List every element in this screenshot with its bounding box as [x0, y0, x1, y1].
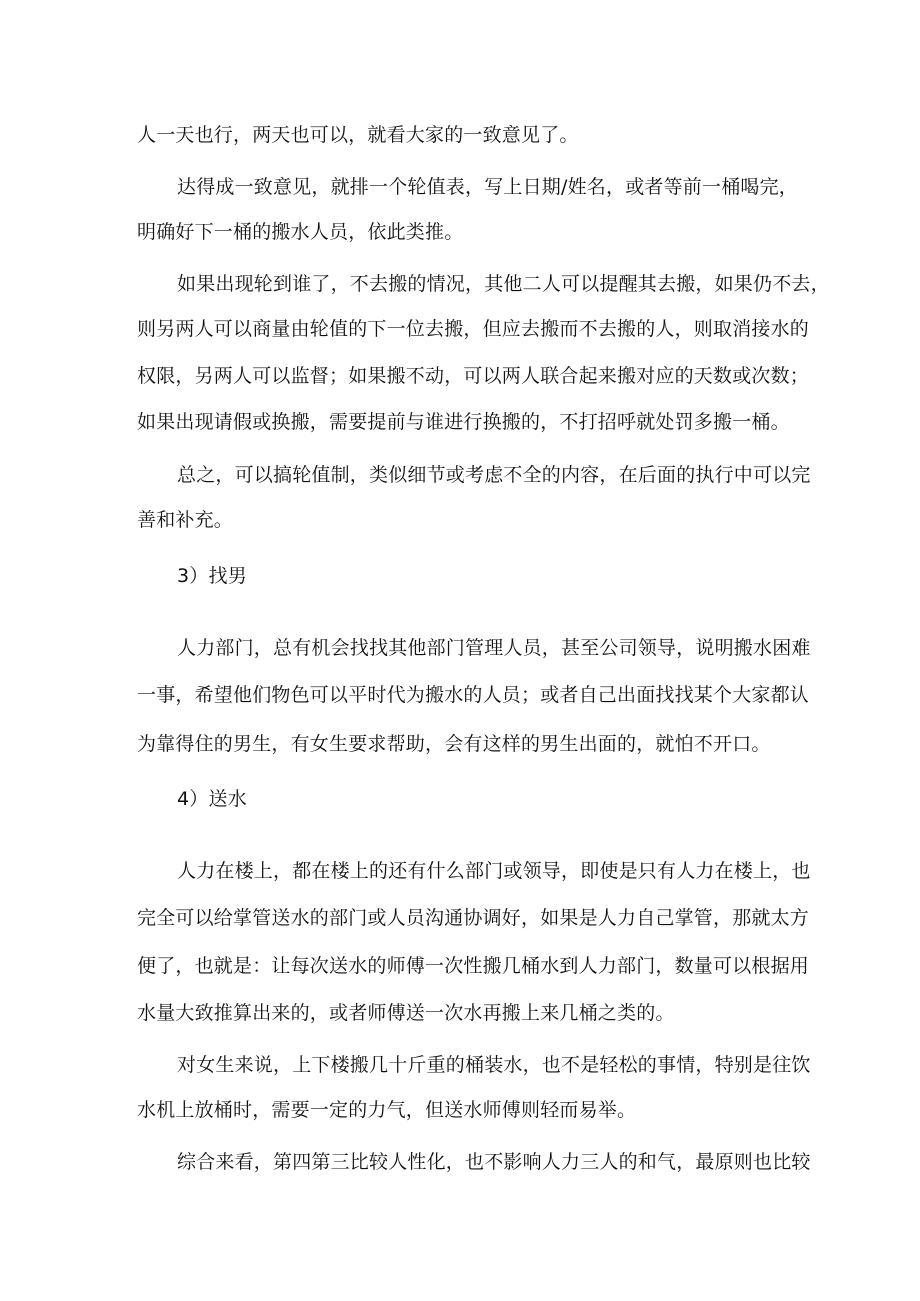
paragraph-line: 水机上放桶时，需要一定的力气，但送水师傅则轻而易举。 — [137, 1099, 637, 1121]
paragraph-line: 则另两人可以商量由轮值的下一位去搬，但应去搬而不去搬的人，则取消接水的 — [137, 318, 810, 340]
paragraph-line: 总之，可以搞轮值制，类似细节或考虑不全的内容，在后面的执行中可以完 — [177, 464, 811, 486]
paragraph-line: 一事，希望他们物色可以平时代为搬水的人员；或者自己出面找找某个大家都认 — [137, 684, 810, 706]
paragraph-line: 综合来看，第四第三比较人性化，也不影响人力三人的和气，最原则也比较 — [177, 1151, 811, 1173]
paragraph-line: 明确好下一桶的搬水人员，依此类推。 — [137, 221, 464, 243]
paragraph-line: 善和补充。 — [137, 509, 234, 531]
paragraph-line: 完全可以给掌管送水的部门或人员沟通协调好，如果是人力自己掌管，那就太方 — [137, 907, 810, 929]
paragraph-line: 如果出现轮到谁了，不去搬的情况，其他二人可以提醒其去搬，如果仍不去， — [177, 273, 830, 295]
paragraph-line: 如果出现请假或换搬，需要提前与谁进行换搬的，不打招呼就处罚多搬一桶。 — [137, 411, 790, 433]
section-heading: 4）送水 — [177, 788, 247, 810]
paragraph-line: 人一天也行，两天也可以，就看大家的一致意见了。 — [137, 124, 579, 146]
paragraph-line: 达得成一致意见，就排一个轮值表，写上日期/姓名，或者等前一桶喝完， — [177, 176, 799, 198]
paragraph-line: 为靠得住的男生，有女生要求帮助，会有这样的男生出面的，就怕不开口。 — [137, 733, 771, 755]
paragraph-line: 便了，也就是：让每次送水的师傅一次性搬几桶水到人力部门，数量可以根据用 — [137, 955, 810, 977]
paragraph-line: 对女生来说，上下楼搬几十斤重的桶装水，也不是轻松的事情，特别是往饮 — [177, 1054, 811, 1076]
paragraph-line: 水量大致推算出来的，或者师傅送一次水再搬上来几桶之类的。 — [137, 1002, 675, 1024]
paragraph-line: 人力在楼上，都在楼上的还有什么部门或领导，即使是只有人力在楼上，也 — [177, 860, 811, 882]
paragraph-line: 权限，另两人可以监督；如果搬不动，可以两人联合起来搬对应的天数或次数； — [137, 365, 810, 387]
section-heading: 3）找男 — [177, 565, 247, 587]
paragraph-line: 人力部门，总有机会找找其他部门管理人员，甚至公司领导，说明搬水困难 — [177, 637, 811, 659]
